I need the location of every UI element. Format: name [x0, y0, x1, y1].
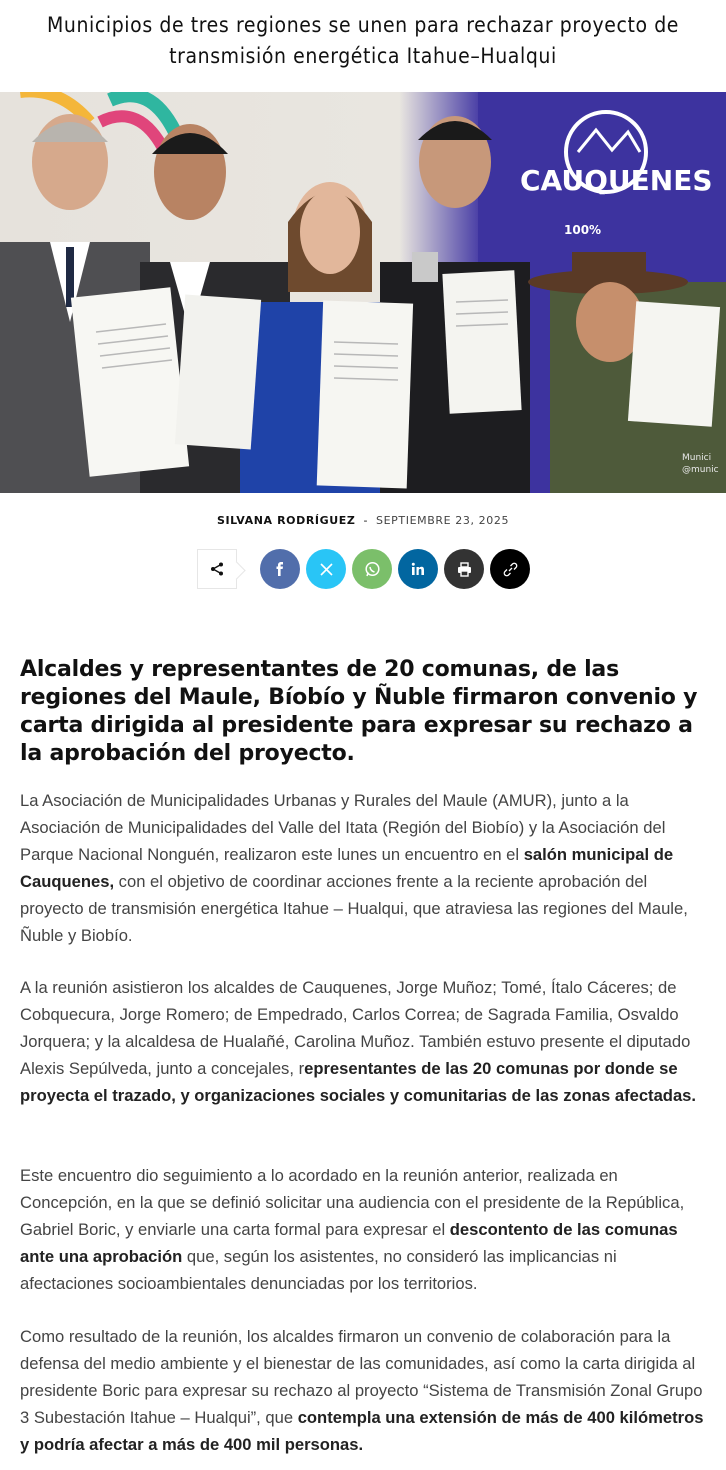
facebook-share-button[interactable]: [260, 549, 300, 589]
article-paragraph-1: La Asociación de Municipalidades Urbanas y Rurales del Maule (AMUR), junto a la Asociación de Municipalidades del Valle del Itata (Región del Biobío) y la Asociación del Parque Nacional Nonguén, realizaron este lunes un encuentro en el salón municipal de Cauquenes, con el objetivo de coordinar acciones frente a la reciente aprobación del proyecto de transmisión energética Itahue – Hualqui, que atraviesa las regiones del Maule, Ñuble y Biobío.: [20, 791, 688, 945]
article-paragraph-3: Este encuentro dio seguimiento a lo acordado en la reunión anterior, realizada en Concepción, en la que se definió solicitar una audiencia con el presidente de la República, Gabriel Boric, y enviarle una carta formal para expresar el descontento de las comunas ante una aprobación que, según los asistentes, no consideró las implicancias ni afectaciones socioambientales denunciadas por los territorios.: [20, 1166, 685, 1293]
printer-icon: [457, 562, 472, 577]
article-lead: Alcaldes y representantes de 20 comunas, de las regiones del Maule, Bíobío y Ñuble firmaron convenio y carta dirigida al presidente para expresar su rechazo a la aprobación del proyecto.: [20, 657, 698, 766]
link-icon: [503, 562, 518, 577]
share-toggle-button[interactable]: [197, 549, 237, 589]
author-link[interactable]: SILVANA RODRÍGUEZ: [216, 514, 356, 527]
article-title: Municipios de tres regiones se unen para rechazar proyecto de transmisión energética Itahue–Hualqui: [46, 13, 680, 68]
share-icon: [210, 562, 224, 576]
svg-text:@munic: @munic: [682, 465, 719, 475]
whatsapp-share-button[interactable]: [352, 549, 392, 589]
article-paragraph-4: Como resultado de la reunión, los alcaldes firmaron un convenio de colaboración para la defensa del medio ambiente y el bienestar de las comunidades, así como la carta dirigida al presidente Boric para expresar su rechazo al proyecto “Sistema de Transmisión Zonal Grupo 3 Subestación Itahue – Hualqui”, que contempla una extensión de más de 400 kilómetros y podría afectar a más de 400 mil personas.: [20, 1327, 704, 1454]
group-photo: [0, 92, 726, 493]
print-button[interactable]: [444, 549, 484, 589]
linkedin-share-button[interactable]: [398, 549, 438, 589]
share-bar: [197, 549, 536, 589]
meta-separator: -: [363, 514, 369, 527]
facebook-icon: [273, 562, 287, 576]
banner-text: CAUQUENES: [520, 164, 713, 197]
linkedin-icon: [411, 562, 425, 576]
featured-image: [0, 92, 726, 493]
banner-subtext: 100%: [564, 223, 602, 237]
x-icon: [320, 563, 333, 576]
svg-text:Munici: Munici: [682, 453, 712, 463]
article-paragraph-2: A la reunión asistieron los alcaldes de Cauquenes, Jorge Muñoz; Tomé, Ítalo Cáceres; de Cobquecura, Jorge Romero; de Empedrado, Carlos Correa; de Sagrada Familia, Osvaldo Jorquera; y la alcaldesa de Hualañé, Carolina Muñoz. También estuvo presente el diputado Alexis Sepúlveda, junto a concejales, representantes de las 20 comunas por donde se proyecta el trazado, y organizaciones sociales y comunitarias de las zonas afectadas.: [20, 978, 697, 1105]
twitter-share-button[interactable]: [306, 549, 346, 589]
publish-date: SEPTIEMBRE 23, 2025: [376, 514, 510, 527]
whatsapp-icon: [364, 561, 381, 578]
article-meta: [0, 514, 726, 527]
copy-link-button[interactable]: [490, 549, 530, 589]
